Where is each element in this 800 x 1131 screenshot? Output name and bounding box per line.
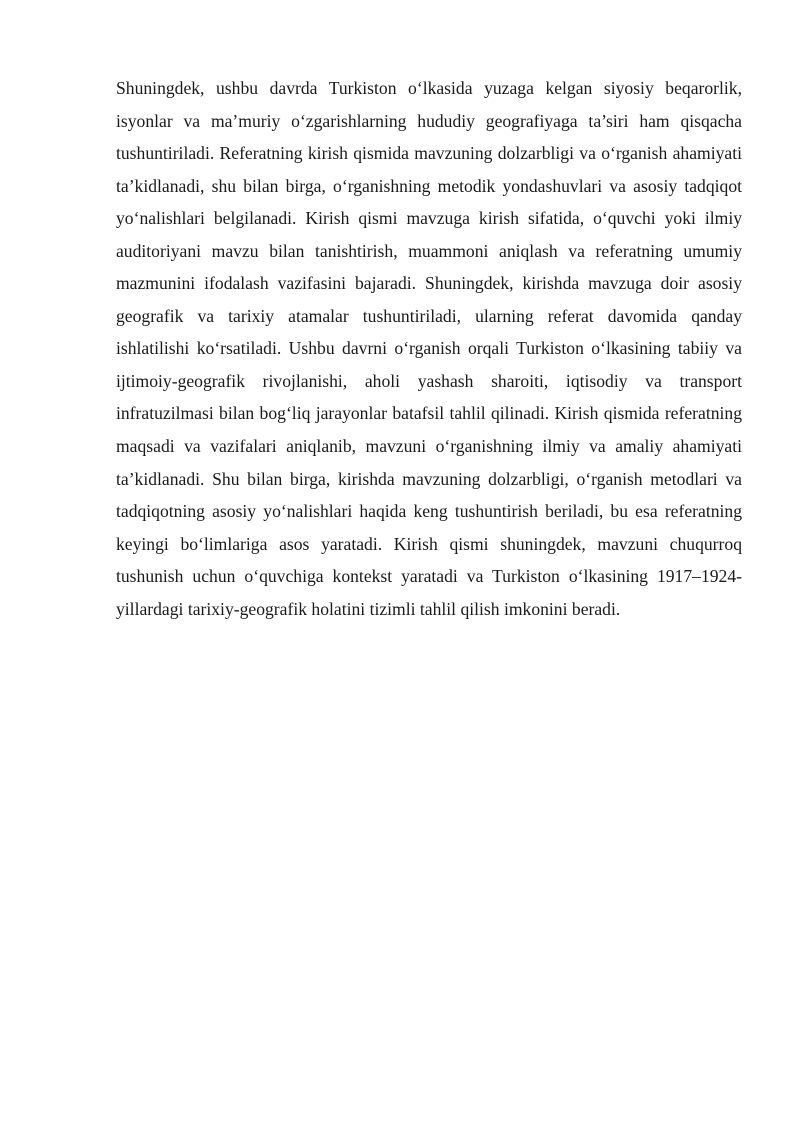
- body-paragraph: Shuningdek, ushbu davrda Turkiston o‘lkasida yuzaga kelgan siyosiy beqarorlik, isyonlar va ma’muriy o‘zgarishlarning hududiy geografiyaga ta’siri ham qisqacha tushuntiriladi. Referatning kirish qismida mavzuning dolzarbligi va o‘rganish ahamiyati ta’kidlanadi, shu bilan birga, o‘rganishning metodik yondashuvlari va asosiy tadqiqot yo‘nalishlari belgilanadi. Kirish qismi mavzuga kirish sifatida, o‘quvchi yoki ilmiy auditoriyani mavzu bilan tanishtirish, muammoni aniqlash va referatning umumiy mazmunini ifodalash vazifasini bajaradi. Shuningdek, kirishda mavzuga doir asosiy geografik va tarixiy atamalar tushuntiriladi, ularning referat davomida qanday ishlatilishi ko‘rsatiladi. Ushbu davrni o‘rganish orqali Turkiston o‘lkasining tabiiy va ijtimoiy-geografik rivojlanishi, aholi yashash sharoiti, iqtisodiy va transport infratuzilmasi bilan bog‘liq jarayonlar batafsil tahlil qilinadi. Kirish qismida referatning maqsadi va vazifalari aniqlanib, mavzuni o‘rganishning ilmiy va amaliy ahamiyati ta’kidlanadi. Shu bilan birga, kirishda mavzuning dolzarbligi, o‘rganish metodlari va tadqiqotning asosiy yo‘nalishlari haqida keng tushuntirish beriladi, bu esa referatning keyingi bo‘limlariga asos yaratadi. Kirish qismi shuningdek, mavzuni chuqurroq tushunish uchun o‘quvchiga kontekst yaratadi va Turkiston o‘lkasining 1917–1924-yillardagi tarixiy-geografik holatini tizimli tahlil qilish imkonini beradi.: [116, 78, 742, 619]
